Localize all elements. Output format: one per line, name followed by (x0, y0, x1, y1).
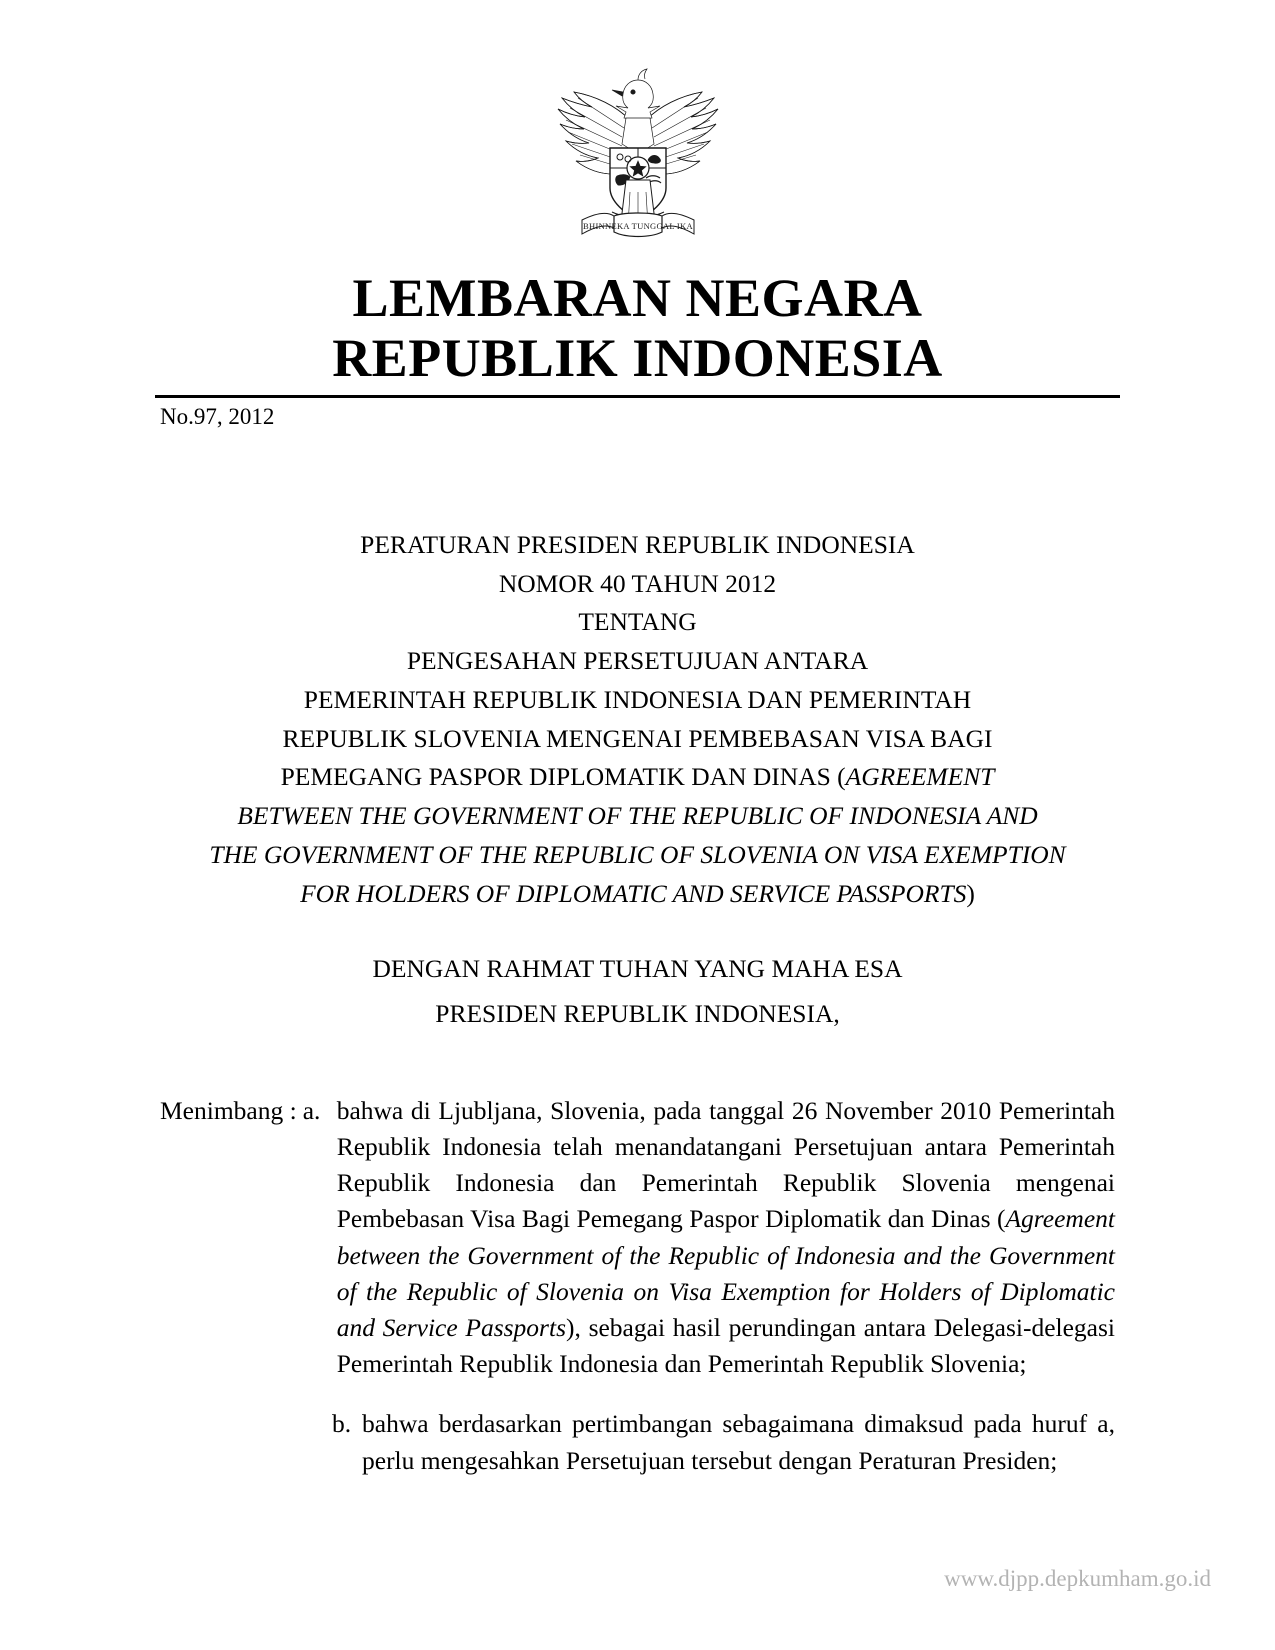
consideration-text-a (337, 1093, 1115, 1383)
consideration-letter-b: b. (332, 1409, 352, 1439)
title-line-7-italic: AGREEMENT (845, 762, 995, 792)
considerations-label: Menimbang : (160, 1095, 297, 1125)
title-line-10-italic: FOR HOLDERS OF DIPLOMATIC AND SERVICE PASSPORTS (300, 878, 967, 908)
title-line-10 (150, 875, 1125, 914)
consideration-a-part1: bahwa di Ljubljana, Slovenia, pada tanggal 26 November 2010 Pemerintah Republik Indonesia telah menandatangani Persetujuan antara Pemerintah Republik Indonesia dan Pemerintah Republik Slovenia mengenai Pembebasan Visa Bagi Pemegang Paspor Diplomatik dan Dinas ( (336, 1095, 1115, 1234)
title-line-3: TENTANG (578, 607, 697, 637)
title-line-7-plain: PEMEGANG PASPOR DIPLOMATIK DAN DINAS ( (280, 762, 846, 792)
masthead-line-1: LEMBARAN NEGARA (352, 268, 923, 328)
invocation-line-2: PRESIDEN REPUBLIK INDONESIA, (435, 999, 840, 1029)
title-line-7 (150, 758, 1125, 797)
title-line-1: PERATURAN PRESIDEN REPUBLIK INDONESIA (360, 529, 915, 559)
masthead-title (0, 268, 1275, 389)
invocation-block (0, 947, 1275, 1036)
consideration-a-italic: Agreement between the Government of the Republic of Indonesia and the Government of the Republic of Slovenia on Visa Exemption for Holders of Diplomatic and Service Passports (336, 1204, 1115, 1342)
footer-source-url: www.djpp.depkumham.go.id (944, 1566, 1211, 1591)
invocation-line-1: DENGAN RAHMAT TUHAN YANG MAHA ESA (372, 954, 903, 984)
regulation-title-block (0, 526, 1275, 914)
consideration-a-part2: ), sebagai hasil perundingan antara Delegasi-delegasi Pemerintah Republik Indonesia dan Pemerintah Republik Slovenia; (336, 1312, 1115, 1379)
title-line-2: NOMOR 40 TAHUN 2012 (498, 568, 777, 598)
title-line-8: BETWEEN THE GOVERNMENT OF THE REPUBLIC OF INDONESIA AND (237, 801, 1038, 831)
consideration-item-a (160, 1093, 1115, 1383)
consideration-item-b (160, 1406, 1115, 1478)
svg-text:BHINNEKA TUNGGAL IKA: BHINNEKA TUNGGAL IKA (582, 221, 693, 231)
title-line-9: THE GOVERNMENT OF THE REPUBLIC OF SLOVENIA ON VISA EXEMPTION (209, 839, 1066, 869)
masthead-line-2: REPUBLIK INDONESIA (332, 328, 943, 389)
issue-number: No.97, 2012 (160, 403, 275, 429)
title-line-6: REPUBLIK SLOVENIA MENGENAI PEMBEBASAN VISA BAGI (282, 723, 993, 753)
title-line-5: PEMERINTAH REPUBLIK INDONESIA DAN PEMERINTAH (303, 684, 972, 714)
emblem-container (0, 0, 1275, 262)
masthead-divider (155, 395, 1120, 398)
title-line-4: PENGESAHAN PERSETUJUAN ANTARA (406, 646, 869, 676)
considerations-section (0, 1093, 1275, 1479)
consideration-text-b: bahwa berdasarkan pertimbangan sebagaimana dimaksud pada huruf a, perlu mengesahkan Persetujuan tersebut dengan Peraturan Presiden; (362, 1409, 1115, 1475)
garuda-pancasila-emblem (538, 62, 738, 262)
consideration-letter-a: a. (302, 1095, 321, 1125)
title-line-10-tail: ) (966, 878, 975, 908)
